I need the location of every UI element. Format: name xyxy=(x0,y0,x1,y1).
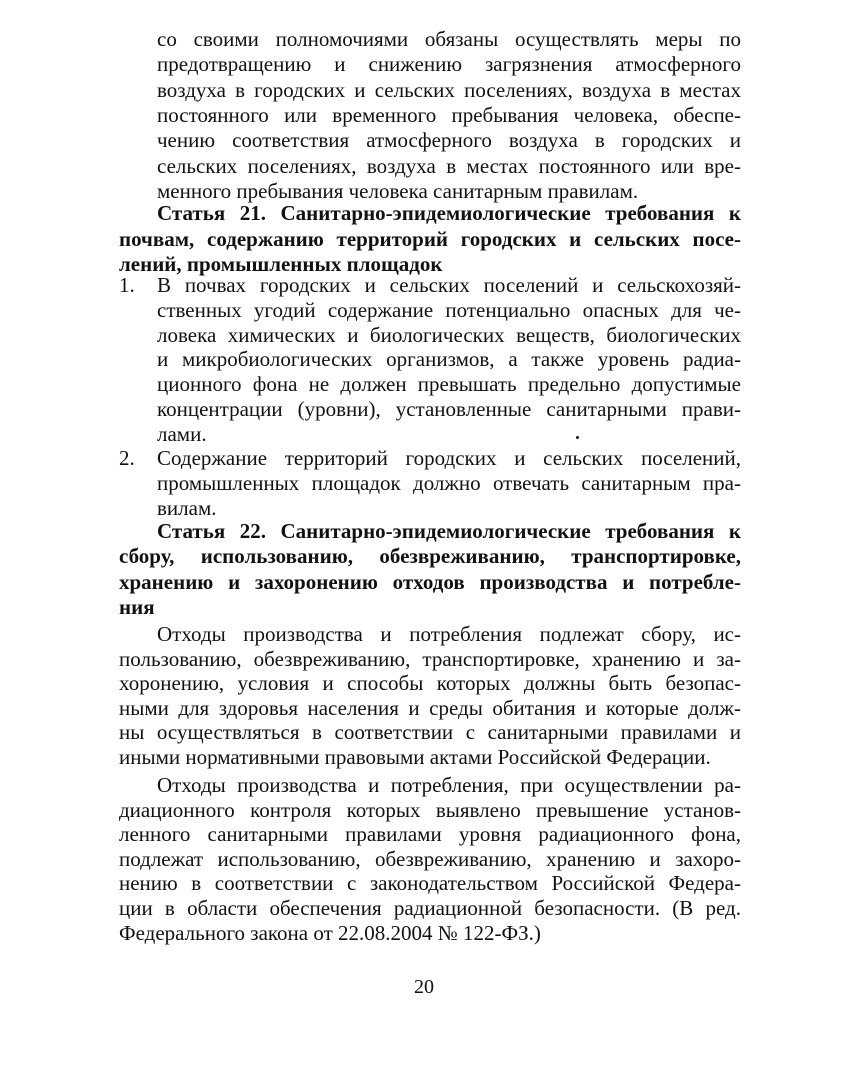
text-line: чению соответствия атмосферного воздуха в городских и xyxy=(157,128,741,153)
list-item-line: и микробиологических организмов, а также уровень радиа- xyxy=(157,347,741,372)
heading-line: ния xyxy=(119,594,155,619)
text-line: постоянного или временного пребывания человека, обеспе- xyxy=(157,102,741,127)
text-line: нению в соответствии с законодательством Российской Федера- xyxy=(119,871,741,896)
text-line: ленного санитарными правилами уровня радиационного фона, xyxy=(119,822,741,847)
text-line: Отходы производства и потребления, при осуществлении ра- xyxy=(157,773,741,797)
list-item-line: промышленных площадок должно отвечать санитарным пра- xyxy=(157,470,741,495)
list-item-line: лами. xyxy=(157,421,207,446)
text-line: диационного контроля которых выявлено превышение установ- xyxy=(119,797,741,822)
text-line: сельских поселениях, воздуха в местах постоянного или вре- xyxy=(157,153,741,178)
heading-line: хранению и захоронению отходов производства и потребле- xyxy=(119,569,741,594)
text-line: ны осуществляться в соответствии с санитарными правилами и xyxy=(119,720,741,745)
list-item-line: ционного фона не должен превышать предельно допустимые xyxy=(157,372,741,397)
text-line: хоронению, условия и способы которых должны быть безопас- xyxy=(119,671,741,696)
list-item-line: ловека химических и биологических веществ, биологических xyxy=(157,322,741,347)
heading-line: почвам, содержанию территорий городских и сельских посе- xyxy=(119,226,741,251)
text-line: пользованию, обезвреживанию, транспортировке, хранению и за- xyxy=(119,646,741,671)
text-line: подлежат использованию, обезвреживанию, хранению и захоро- xyxy=(119,846,741,871)
text-line: менного пребывания человека санитарным правилам. xyxy=(157,178,639,203)
list-item-number: 1. xyxy=(119,273,135,297)
list-item-line: Содержание территорий городских и сельских поселений, xyxy=(157,446,741,470)
list-item-line: ственных угодий содержание потенциально опасных для че- xyxy=(157,297,741,322)
heading-line: Статья 22. Санитарно-эпидемиологические требования к xyxy=(157,519,741,543)
heading-line: сбору, использованию, обезвреживанию, транспортировке, xyxy=(119,544,741,569)
text-line: иными нормативными правовыми актами Российской Федерации. xyxy=(119,745,711,769)
heading-line: лений, промышленных площадок xyxy=(119,252,443,276)
text-line: предотвращению и снижению загрязнения атмосферного xyxy=(157,52,741,77)
text-line: ными для здоровья населения и среды обитания и которые долж- xyxy=(119,695,741,720)
list-item-line: концентрации (уровни), установленные санитарными прави- xyxy=(157,397,741,421)
text-line: воздуха в городских и сельских поселениях, воздуха в местах xyxy=(157,77,741,102)
text-line: Федерального закона от 22.08.2004 № 122-ФЗ.) xyxy=(119,920,541,945)
heading-line: Статья 21. Санитарно-эпидемиологические требования к xyxy=(157,201,741,225)
list-item-number: 2. xyxy=(119,446,135,470)
stray-dot xyxy=(576,436,579,439)
list-item-line: В почвах городских и сельских поселений и сельскохозяй- xyxy=(157,273,741,297)
text-line: ции в области обеспечения радиационной безопасности. (В ред. xyxy=(119,896,741,920)
text-line: со своими полномочиями обязаны осуществлять меры по xyxy=(157,27,741,51)
list-item-line: вилам. xyxy=(157,495,217,520)
page-number: 20 xyxy=(414,976,434,998)
text-line: Отходы производства и потребления подлежат сбору, ис- xyxy=(157,622,741,646)
